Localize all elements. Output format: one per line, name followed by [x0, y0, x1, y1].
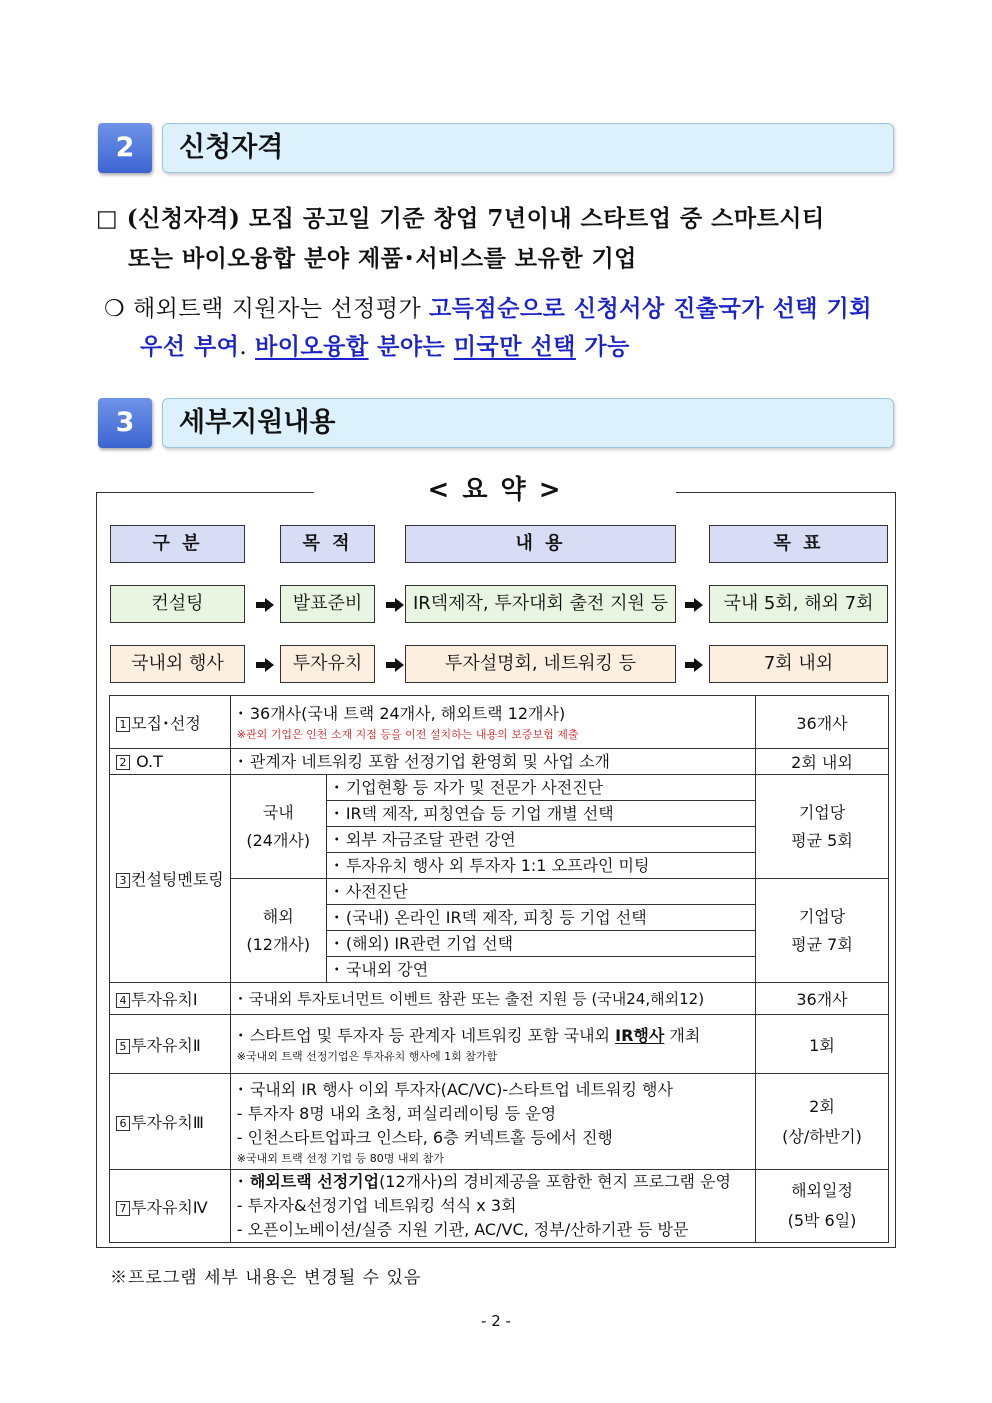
eligibility-line-2: 또는 바이오융합 분야 제품･서비스를 보유한 기업 [128, 245, 637, 272]
circle-bullet: ❍ [104, 296, 126, 322]
row-text: - 오픈이노베이션/실증 지원 기관, AC/VC, 정부/산하기관 등 방문 [236, 1220, 689, 1239]
overseas-note-highlight: 고득점순으로 신청서상 진출국가 선택 기회 [429, 295, 872, 322]
arrow-right-icon [386, 598, 404, 612]
number-box: 4 [116, 993, 130, 1008]
section-2-header [98, 123, 894, 173]
arrow-right-icon [386, 658, 404, 672]
number-box: 1 [116, 717, 130, 732]
row1-goal: 국내 5회, 해외 7회 [709, 585, 888, 623]
overseas-note-priority: 우선 부여 [140, 333, 240, 360]
row-target: 1회 [756, 1015, 889, 1074]
row-name: 투자유치Ⅳ [131, 1197, 208, 1217]
row-text [237, 1024, 749, 1048]
domestic-item: ･ 투자유치 행사 외 투자자 1:1 오프라인 미팅 [326, 853, 755, 879]
row-label [110, 1170, 231, 1243]
row-text [237, 1170, 749, 1194]
row-note: ※국내외 트랙 선정기업은 투자유치 행사에 1회 참가함 [236, 1050, 498, 1063]
target-line: (5박 6일) [787, 1211, 857, 1230]
overseas-item: ･ 국내외 강연 [326, 957, 755, 983]
number-box: 7 [116, 1201, 130, 1216]
header-category: 구 분 [110, 525, 245, 563]
text-part: (12개사)의 경비제공을 포함한 현지 프로그램 운영 [379, 1172, 732, 1191]
number-box: 6 [116, 1116, 130, 1131]
target-line: 기업당 [798, 802, 846, 822]
header-goal: 목 표 [709, 525, 888, 563]
row-label [110, 1015, 231, 1074]
checkbox-bullet: □ [96, 205, 119, 232]
arrow-right-icon [685, 598, 703, 612]
table-row [110, 1170, 889, 1243]
table-row [110, 983, 889, 1015]
eligibility-line-1 [96, 200, 825, 233]
row2-goal: 7회 내외 [709, 645, 888, 683]
target-line: 평균 5회 [791, 830, 853, 850]
row-name: O.T [131, 752, 163, 771]
row-text: - 투자자&선정기업 네트워킹 석식 x 3회 [236, 1196, 517, 1215]
domestic-item: ･ 기업현황 등 자가 및 전문가 사전진단 [326, 775, 755, 801]
row-label [110, 1074, 231, 1170]
overseas-note-text: 해외트랙 지원자는 선정평가 [132, 296, 429, 322]
row-label [110, 749, 231, 775]
target-line: 기업당 [798, 906, 846, 926]
row-text: - 투자자 8명 내외 초청, 퍼실리레이팅 등 운영 [236, 1103, 557, 1123]
row-target [756, 1170, 889, 1243]
row-label [110, 983, 231, 1015]
row-name: 투자유치Ⅰ [131, 990, 198, 1009]
overseas-item: ･ 사전진단 [326, 879, 755, 905]
overseas-note-period: . [239, 334, 256, 360]
section-title: 신청자격 [162, 123, 894, 173]
eligibility-text-1: (신청자격) 모집 공고일 기준 창업 7년이내 스타트업 중 스마트시티 [126, 205, 825, 232]
text-part: ･ [236, 1172, 250, 1191]
domestic-item: ･ 외부 자금조달 관련 강연 [326, 827, 755, 853]
row-name: 모집･선정 [131, 713, 201, 733]
row1-purpose: 발표준비 [280, 585, 375, 623]
header-content: 내 용 [405, 525, 676, 563]
domestic-label: 국내 [262, 802, 294, 822]
row-target [756, 1074, 889, 1170]
row1-category: 컨설팅 [110, 585, 245, 623]
overseas-note-line-1 [104, 290, 872, 323]
target-line: 평균 7회 [791, 934, 853, 954]
arrow-right-icon [256, 658, 274, 672]
domestic-track [230, 775, 326, 879]
field-text: 분야는 [368, 333, 454, 360]
overseas-note-line-2 [140, 328, 630, 361]
program-table [109, 695, 889, 1243]
header-purpose: 목 적 [280, 525, 375, 563]
section-3-header [98, 398, 894, 448]
overseas-track [230, 879, 326, 983]
arrow-right-icon [685, 658, 703, 672]
overseas-item: ･ (해외) IR관련 기업 선택 [326, 931, 755, 957]
overseas-count: (12개사) [246, 934, 311, 954]
arrow-right-icon [256, 598, 274, 612]
row-label [110, 775, 231, 983]
overseas-label: 해외 [262, 906, 294, 926]
table-row [110, 775, 889, 801]
number-box: 5 [116, 1039, 130, 1054]
row2-category: 국내외 행사 [110, 645, 245, 683]
row2-purpose: 투자유치 [280, 645, 375, 683]
footnote: ※프로그램 세부 내용은 변경될 수 있음 [110, 1268, 422, 1288]
possible-text: 가능 [575, 333, 630, 360]
domestic-target [756, 775, 889, 879]
row-target: 2회 내외 [756, 749, 889, 775]
section-number: 3 [98, 398, 152, 448]
table-row [110, 1074, 889, 1170]
table-row [110, 1015, 889, 1074]
row-note: ※국내외 트랙 선정 기업 등 80명 내외 참가 [236, 1151, 444, 1165]
row-target: 36개사 [756, 983, 889, 1015]
ir-event-text: IR행사 [615, 1026, 665, 1045]
table-row [110, 749, 889, 775]
row2-content: 투자설명회, 네트워킹 등 [405, 645, 676, 683]
section-number: 2 [98, 123, 152, 173]
target-line: 2회 [809, 1096, 835, 1116]
domestic-item: ･ IR덱 제작, 피칭연습 등 기업 개별 선택 [326, 801, 755, 827]
row-label [110, 696, 231, 749]
target-line: 해외일정 [791, 1181, 853, 1200]
bio-fusion-text: 바이오융합 [255, 333, 369, 360]
number-box: 3 [116, 873, 130, 888]
row-text: ･ 36개사(국내 트랙 24개사, 해외트랙 12개사) [236, 704, 566, 723]
row-note: ※관외 기업은 인천 소재 지점 등을 이전 설치하는 내용의 보증보험 제출 [236, 728, 579, 741]
summary-title: < 요 약 > [314, 470, 676, 510]
target-line: (상/하반기) [782, 1126, 862, 1146]
overseas-target [756, 879, 889, 983]
row-text: ･ 국내외 투자토너먼트 이벤트 참관 또는 출전 지원 등 (국내24,해외12) [230, 983, 755, 1015]
row-content [230, 1015, 755, 1074]
overseas-item: ･ (국내) 온라인 IR덱 제작, 피칭 등 기업 선택 [326, 905, 755, 931]
row-content [230, 696, 755, 749]
overseas-track-text: 해외트랙 선정기업 [249, 1172, 380, 1191]
row-text: ･ 국내외 IR 행사 이외 투자자(AC/VC)-스타트업 네트워킹 행사 [236, 1079, 673, 1099]
row-text: ･ 관계자 네트워킹 포함 선정기업 환영회 및 사업 소개 [230, 749, 755, 775]
text-part: ･ 스타트업 및 투자자 등 관계자 네트워킹 포함 국내외 [236, 1026, 616, 1045]
row-name: 컨설팅멘토링 [131, 870, 224, 889]
row-name: 투자유치Ⅲ [131, 1113, 204, 1132]
row-target: 36개사 [756, 696, 889, 749]
table-row [110, 696, 889, 749]
text-part: 개최 [664, 1026, 701, 1045]
page-number: - 2 - [481, 1312, 511, 1330]
section-title: 세부지원내용 [162, 398, 894, 448]
row-text: - 인천스타트업파크 인스타, 6층 커넥트홀 등에서 진행 [236, 1127, 613, 1147]
number-box: 2 [116, 755, 130, 770]
row-content [230, 1074, 755, 1170]
us-only-text: 미국만 선택 [453, 333, 576, 360]
row-content [230, 1170, 755, 1243]
row1-content: IR덱제작, 투자대회 출전 지원 등 [405, 585, 676, 623]
domestic-count: (24개사) [246, 830, 311, 850]
row-name: 투자유치Ⅱ [131, 1035, 201, 1055]
